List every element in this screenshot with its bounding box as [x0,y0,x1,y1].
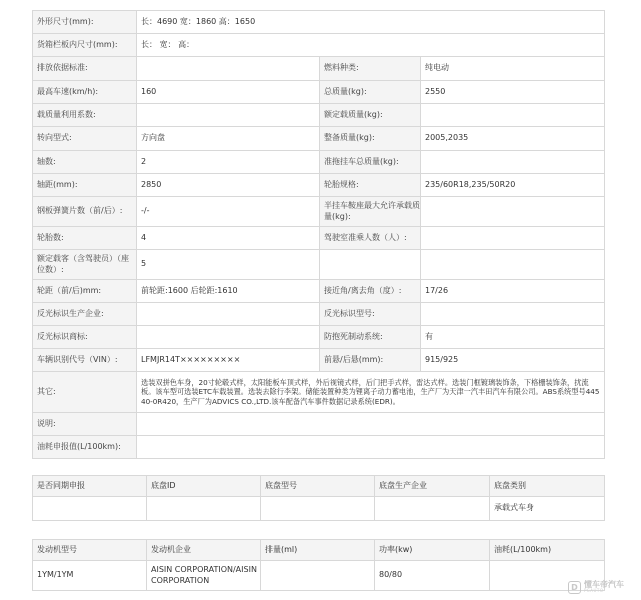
value-note [137,413,605,436]
watermark-logo-icon: D [568,581,581,594]
label-reflector-brand: 反光标识商标: [33,326,137,349]
chassis-cell [33,497,147,521]
engine-header-row [33,540,605,561]
engine-cell: AISIN CORPORATION/AISIN CORPORATION [147,561,261,591]
value-total-mass: 2550 [421,81,605,104]
label-trailer-mass: 准拖挂车总质量(kg): [320,151,421,174]
empty-cell [320,250,421,280]
label-wheelbase: 轴距(mm): [33,174,137,197]
label-vin: 车辆识别代号（VIN）: [33,349,137,372]
row-dimensions [33,11,605,34]
row-seats [33,250,605,280]
value-reflector-maker [137,303,320,326]
value-trailer-mass [421,151,605,174]
label-approach-angle: 接近角/离去角（度）: [320,280,421,303]
label-saddle-load: 半挂车鞍座最大允许承载质量(kg): [320,197,421,227]
label-track: 轮距（前/后)mm: [33,280,137,303]
value-tire-spec: 235/60R18,235/50R20 [421,174,605,197]
chassis-header-cell: 是否同期申报 [33,476,147,497]
watermark-subtext: PCAUTO [584,588,604,593]
value-approach-angle: 17/26 [421,280,605,303]
chassis-cell [261,497,375,521]
value-reflector-model [421,303,605,326]
label-tire-spec: 轮胎规格: [320,174,421,197]
row-vin [33,349,605,372]
label-rated-load: 额定载质量(kg): [320,104,421,127]
row-track [33,280,605,303]
label-cargo-box: 货箱栏板内尺寸(mm): [33,34,137,57]
row-fuel-report [33,436,605,459]
row-emission [33,57,605,81]
value-track: 前轮距:1600 后轮距:1610 [137,280,320,303]
engine-cell: 1YM/1YM [33,561,147,591]
value-load-util [137,104,320,127]
spec-table [32,10,605,459]
value-steering: 方向盘 [137,127,320,151]
label-leaf-springs: 钢板弹簧片数（前/后）: [33,197,137,227]
label-other: 其它: [33,372,137,413]
watermark-text: 懂车帝汽车 [584,580,624,589]
chassis-table [32,475,605,521]
chassis-header-cell: 底盘型号 [261,476,375,497]
label-load-util: 载质量利用系数: [33,104,137,127]
label-curb-mass: 整备质量(kg): [320,127,421,151]
row-wheelbase [33,174,605,197]
engine-header-cell: 排量(ml) [261,540,375,561]
row-tire-count [33,227,605,250]
watermark [568,578,638,596]
engine-data-row [33,561,605,591]
row-leaf-springs [33,197,605,227]
chassis-header-cell: 底盘ID [147,476,261,497]
label-dimensions: 外形尺寸(mm): [33,11,137,34]
engine-table [32,539,605,591]
label-reflector-model: 反光标识型号: [320,303,421,326]
label-fuel-report: 油耗申报值(L/100km): [33,436,137,459]
value-overhang: 915/925 [421,349,605,372]
row-other [33,372,605,413]
label-top-speed: 最高车速(km/h): [33,81,137,104]
chassis-header-cell: 底盘生产企业 [375,476,490,497]
chassis-header-row [33,476,605,497]
label-total-mass: 总质量(kg): [320,81,421,104]
chassis-cell [147,497,261,521]
value-axles: 2 [137,151,320,174]
chassis-data-row [33,497,605,521]
value-seats: 5 [137,250,320,280]
label-axles: 轴数: [33,151,137,174]
value-other: 选装双拼色车身，20寸轮毂式样，太阳能板车顶式样，外后视镜式样，后门把手式样，雷达式样。选装门框镀璃装饰条，下格栅装饰条，扰流板。该车型可选装ETC车载装置。选装去除行李架。储能装置种类为锂离子动力蓄电池，生产厂为天津一汽丰田汽车有限公司。ABS系统型号44540-0R420，生产厂为ADVICS CO.,LTD.该车配备汽车事件数据记录系统(EDR)。 [137,372,605,413]
label-seats: 额定载客（含驾驶员）（座位数）: [33,250,137,280]
value-fuel-type: 纯电动 [421,57,605,81]
label-steering: 转向型式: [33,127,137,151]
engine-header-cell: 油耗(L/100km) [490,540,605,561]
label-reflector-maker: 反光标识生产企业: [33,303,137,326]
label-emission: 排放依据标准: [33,57,137,81]
value-cab-capacity [421,227,605,250]
value-saddle-load [421,197,605,227]
value-abs: 有 [421,326,605,349]
row-top-speed [33,81,605,104]
chassis-cell: 承载式车身 [490,497,605,521]
value-leaf-springs: -/- [137,197,320,227]
value-curb-mass: 2005,2035 [421,127,605,151]
row-reflector-brand [33,326,605,349]
row-steering [33,127,605,151]
value-top-speed: 160 [137,81,320,104]
value-fuel-report [137,436,605,459]
value-tire-count: 4 [137,227,320,250]
label-fuel-type: 燃料种类: [320,57,421,81]
value-rated-load [421,104,605,127]
row-reflector-maker [33,303,605,326]
label-cab-capacity: 驾驶室准乘人数（人）: [320,227,421,250]
value-vin: LFMJR14T××××××××× [137,349,320,372]
row-note [33,413,605,436]
chassis-cell [375,497,490,521]
engine-header-cell: 发动机企业 [147,540,261,561]
label-tire-count: 轮胎数: [33,227,137,250]
label-overhang: 前悬/后悬(mm): [320,349,421,372]
engine-cell: 80/80 [375,561,490,591]
empty-cell [421,250,605,280]
row-load-util [33,104,605,127]
engine-cell [261,561,375,591]
value-emission [137,57,320,81]
value-reflector-brand [137,326,320,349]
row-axles [33,151,605,174]
chassis-header-cell: 底盘类别 [490,476,605,497]
engine-header-cell: 功率(kw) [375,540,490,561]
row-cargo-box [33,34,605,57]
label-abs: 防抱死制动系统: [320,326,421,349]
value-cargo-box: 长： 宽： 高： [137,34,605,57]
value-dimensions: 长：4690 宽：1860 高：1650 [137,11,605,34]
value-wheelbase: 2850 [137,174,320,197]
label-note: 说明: [33,413,137,436]
engine-header-cell: 发动机型号 [33,540,147,561]
